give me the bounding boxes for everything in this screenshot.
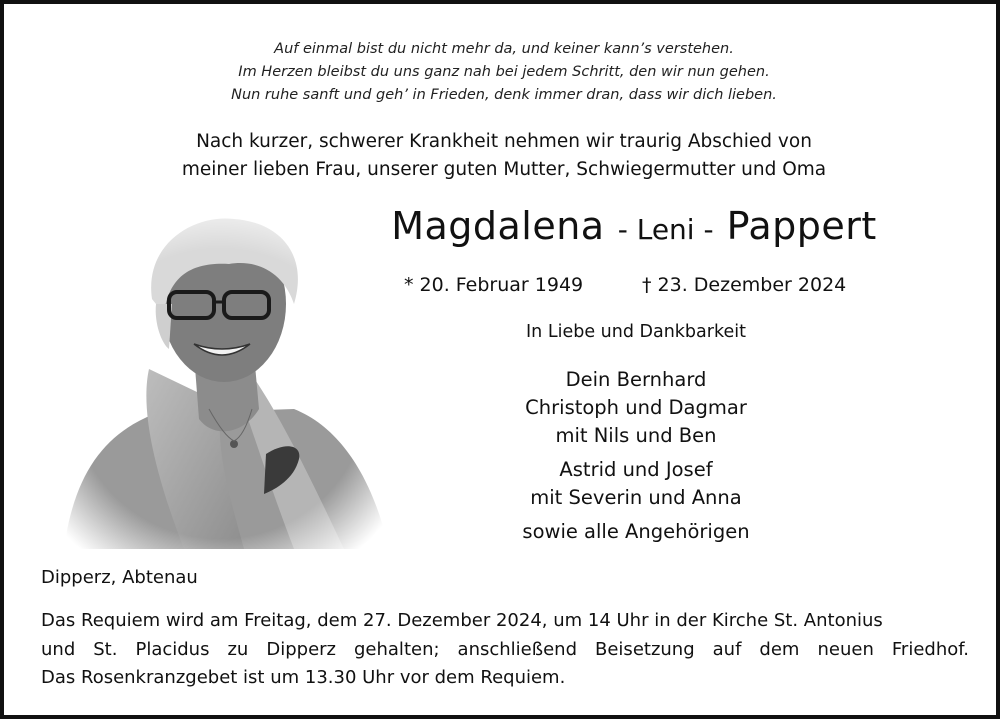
family-member: sowie alle Angehörigen (522, 520, 750, 543)
memorial-poem (124, 38, 884, 107)
requiem-line: und St. Placidus zu Dipperz gehalten; anschließend Beisetzung auf dem neuen Friedhof. (41, 638, 969, 660)
family-member: mit Severin und Anna (530, 486, 742, 509)
poem-line: Auf einmal bist du nicht mehr da, und keiner kann’s verstehen. (274, 41, 734, 57)
poem-line: Nun ruhe sanft und geh’ in Frieden, denk immer dran, dass wir dich lieben. (231, 87, 777, 103)
first-name: Magdalena (391, 204, 605, 248)
family-list (436, 366, 836, 546)
last-name: Pappert (726, 204, 877, 248)
family-member: Christoph und Dagmar (525, 396, 747, 419)
family-member: Dein Bernhard (565, 368, 707, 391)
death-date: † 23. Dezember 2024 (642, 274, 847, 296)
place-names: Dipperz, Abtenau (41, 567, 198, 588)
birth-date: * 20. Februar 1949 (404, 274, 584, 296)
love-line: In Liebe und Dankbarkeit (526, 322, 746, 342)
portrait-photo (44, 204, 396, 549)
requiem-line: Das Requiem wird am Freitag, dem 27. Dezember 2024, um 14 Uhr in der Kirche St. Antonius (41, 610, 883, 631)
intro-line: meiner lieben Frau, unserer guten Mutter, Schwiegermutter und Oma (181, 159, 827, 180)
family-member: Astrid und Josef (559, 458, 713, 481)
portrait-photo-drawing (44, 204, 396, 549)
intro-text (84, 128, 924, 184)
requiem-line: Das Rosenkranzgebet ist um 13.30 Uhr vor dem Requiem. (41, 667, 566, 688)
nickname: - Leni - (617, 213, 714, 246)
requiem-info (41, 607, 969, 693)
deceased-name (374, 204, 894, 248)
poem-line: Im Herzen bleibst du uns ganz nah bei jedem Schritt, den wir nun gehen. (238, 64, 770, 80)
family-member: mit Nils und Ben (555, 424, 717, 447)
intro-line: Nach kurzer, schwerer Krankheit nehmen wir traurig Abschied von (196, 131, 812, 152)
